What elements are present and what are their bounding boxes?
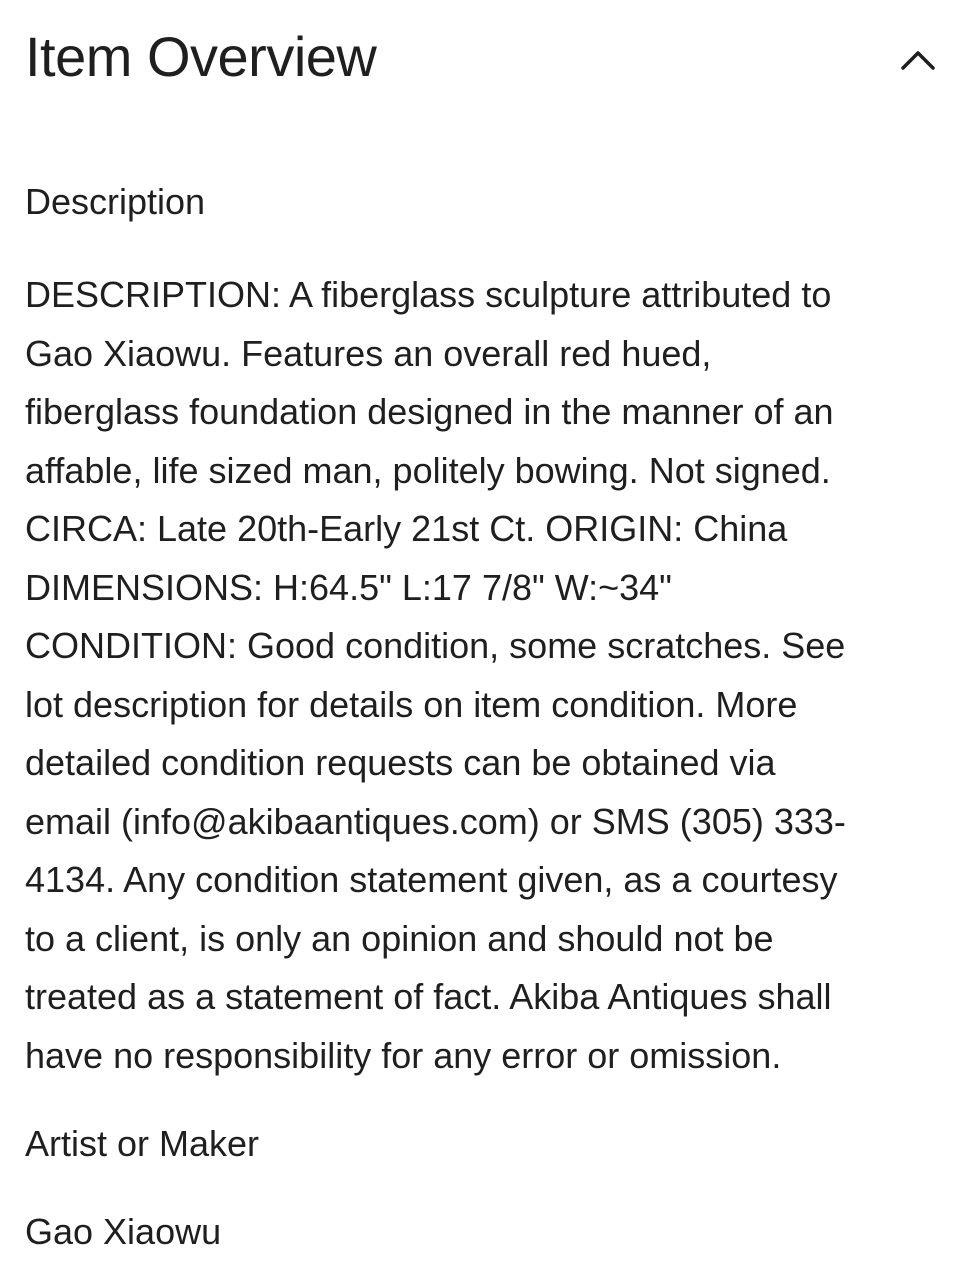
artist-maker-label: Artist or Maker bbox=[25, 1123, 260, 1164]
item-overview-header[interactable] bbox=[25, 20, 940, 100]
artist-maker-value: Gao Xiaowu bbox=[25, 1211, 222, 1252]
description-label: Description bbox=[25, 181, 206, 222]
section-title: Item Overview bbox=[25, 25, 377, 88]
chevron-up-icon[interactable] bbox=[898, 40, 938, 80]
description-text: DESCRIPTION: A fiberglass sculpture attributed to Gao Xiaowu. Features an overall red hued, fiberglass foundation designed in the manner of an affable, life sized man, politely bowing. Not signed. CIRCA: Late 20th-Early 21st Ct. ORIGIN: China DIMENSIONS: H:64.5" L:17 7/8" W:~34" CONDITION: Good condition, some scratches. See lot description for details on item condition. More detailed condition requests can be obtained via email (info@akibaantiques.com) or SMS (305) 333- 4134. Any condition statement given, as a courtesy to a client, is only an opinion and should not be treated as a statement of fact. Akiba Antiques shall have no responsibility for any error or omission. bbox=[25, 274, 846, 1076]
